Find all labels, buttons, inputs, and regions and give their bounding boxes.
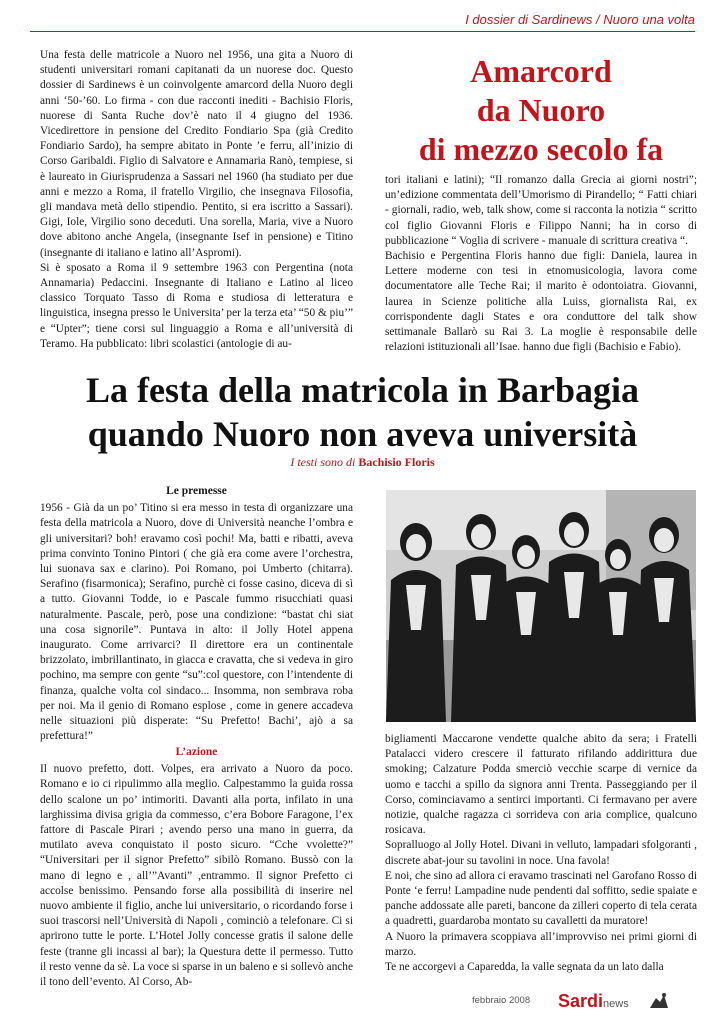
page-header [465, 12, 695, 27]
article-title-line: quando Nuoro non aveva università [87, 414, 638, 454]
intro-paragraph: Si è sposato a Roma il 9 settembre 1963 con Pergentina (nota Annamaria) Pedaccini. Insegnante di Italiano e Latino al liceo classico Torquato Tasso di Roma e studiosa di letteratura e linguistica, insegna presso le Universita’ per la terza eta’ “50 & piu’” e “Upter”; tiene corsi sul linguaggio a Roma e all’università di Teramo. Ha pubblicato: libri scolastici (antologie di au- [40, 261, 353, 350]
article-right-column [385, 732, 697, 975]
issue-date: febbraio 2008 [472, 995, 531, 1006]
byline-author: Bachisio Floris [358, 455, 435, 469]
article-paragraph: A Nuoro la primavera scoppiava all’improvviso nei primi giorni di marzo. [385, 930, 697, 958]
header-subsection: Nuoro una volta [603, 12, 695, 27]
article-title [30, 368, 695, 456]
sardinews-logo [558, 991, 629, 1012]
historical-group-photo [386, 490, 696, 722]
intro-paragraph: tori italiani e latini); “Il romanzo dalla Grecia ai giorni nostri”; un’edizione commentata dell’Umorismo di Pirandello; “ Fatti chiari - giornali, radio, web, talk show, come si racconta la notizia “ scritto col figlio Giovanni Floris e Filippo Nanni; ha in corso di pubblicazione “ Voglia di scrivere - manuale di scrittura creativa “. [385, 174, 697, 247]
intro-paragraph: Una festa delle matricole a Nuoro nel 1956, una gita a Nuoro di studenti universitari romani capitanati da un nuorese doc. Questo dossier di Sardinews è un coinvolgente amarcord della Nuoro degli anni ‘50-’60. Lo firma - con due racconti inediti - Bachisio Floris, nuorese di Santa Ruche dov’è nato il 4 giugno del 1936. Vicedirettore in pensione del Credito Fondiario Spa (già Credito Fondiario Sardo), ha sempre abitato in Ponte ’e ferru, all’inizio di Corso Garibaldi. Figlio di Salvatore e Annamaria Ranò, tempiese, si è laureato in Giurisprudenza a Sassari nel 1960 (ha studiato per due anni e mezzo a Roma, il fratello Virgilio, che insegnava Filosofia, gli mandava metà dello stipendio. Pentito, si era iscritto a Sassari). Gigi, Iole, Virgilio sono deceduti. Una sorella, Maria, vive a Nuoro dove abitono anche Angela, (insegnante Isef in pensione) e Titino (insegnante di italiano e latino all’Aspromi). [40, 49, 353, 259]
section-heading: Le premesse [166, 485, 227, 497]
article-byline [30, 455, 695, 470]
article-paragraph: Il nuovo prefetto, dott. Volpes, era arrivato a Nuoro da poco. Romano e io ci ripulimmo alla meglio. Calpestammo la guida rossa dello scalone un po’ intimoriti. Davanti alla porta, infilato in una larghissima divisa grigia da commesso, c’era Bobore Faragone, l’ex fattore di Pascale Pirari ; avendo perso una mano in guerra, da mutilato aveva conquistato il posto sicuro. “Cche vvolette?” “Universitari per il signor Prefetto” sibilò Romano. Bussò con la mano di legno e , all’”Avanti” ,entrammo. Il signor Prefetto ci accolse benissimo. Pensando forse alla possibilità di inserire nel nuovo ambiente il figlio, anche lui universitario, o ricordando forse i suoi trascorsi nell’Università di Napoli , cominciò a telefonare. Ci si aprirono tutte le porte. L’Hotel Jolly concesse gratis il salone delle feste (tranne gli incassi al bar); la Questura dette il permesso. Tutto il resto venne da sè. La voce si sparse in un baleno e si sollevò anche il tono dell’evento. Al Corso, Ab- [40, 763, 353, 989]
article-paragraph: bigliamenti Maccarone vendette qualche abito da sera; i Fratelli Patalacci videro crescere il fatturato rifilando addirittura due smoking; Calzature Podda smerciò vecchie scarpe di vernice da uomo e tacchi a spillo da signora anni Trenta. Passeggiando per il Corso, cominciavamo a sentirci importanti. Ci fermavano per avere notizie, qualche ragazza ci sorrideva con aria complice, qualcuno rosicava. [385, 733, 697, 837]
intro-right-column [385, 173, 697, 355]
photo-illustration [386, 490, 696, 722]
article-paragraph: Sopralluogo al Jolly Hotel. Divani in velluto, lampadari sfolgoranti , discrete abat-jour su tavolini in noce. Una favola! [385, 839, 697, 867]
azione-section [40, 745, 353, 990]
intro-paragraph: Bachisio e Pergentina Floris hanno due figli: Daniela, laurea in Lettere moderne con tesi in etnomusicologia, lavora come documentatore alle Teche Rai; il marito è odontoiatra. Giovanni, laurea in Scienze politiche alla Luiss, giornalista Rai, ex corrispondente dagli States e ora conduttore del talk show settimanale Ballarò su Rai 3. La moglie è responsabile delle relazioni istituzionali all’Isae. hanno due figli (Bachisio e Fabio). [385, 250, 697, 354]
amarcord-title-line: di mezzo secolo fa [418, 131, 664, 167]
article-title-line: La festa della matricola in Barbagia [86, 370, 639, 410]
intro-left-column [40, 48, 353, 352]
logo-main: Sardi [558, 991, 604, 1011]
header-rule [30, 31, 695, 32]
article-paragraph: Te ne accorgevi a Caparedda, la valle segnata da un lato dalla [385, 961, 664, 974]
amarcord-title-line: da Nuoro [476, 92, 606, 128]
premesse-section [40, 484, 353, 744]
header-separator: / [592, 12, 604, 27]
section-heading: L’azione [175, 746, 218, 758]
amarcord-title-line: Amarcord [470, 53, 612, 89]
article-paragraph: 1956 - Già da un po’ Titino si era messo in testa di organizzare una festa della matricola a Nuoro, dove di Università neanche l’ombra e gli universitari? boh! eravamo così pochi! Ma, batti e ribatti, aveva prima convinto Tonino Pintori ( che già era come avere l’orchestra, lui suonava sax e clarino). Poi Romano, poi Umberto (chitarra). Serafino (fisarmonica); Serafino, purchè ci fosse casino, diceva di sì a tutto. Giovanni Todde, io e Pascale fummo risucchiati quasi naturalmente. Pascale, però, pose una condizione: “bastat chi siat una cosa signorile”. Puntava in alto: il Jolly Hotel appena inaugurato. Come arrivarci? Il direttore era un continentale brizzolato, imbrillantinato, in giacca e cravatta, che si vedeva in giro pochino, ma sempre con gente “su”:col questore, con l’intendente di finanza, qualche volta col sindaco... Insomma, non sembrava roba per noi. Ma il genio di Romano esplose , come in genere accadeva nelle situazioni più disperate: “Su Prefetto! Bachi’, ajò a sa prefettura!” [40, 502, 353, 743]
header-section: I dossier di Sardinews [465, 12, 593, 27]
logo-figure-icon [648, 992, 670, 1010]
logo-small: news [603, 998, 629, 1010]
amarcord-title [385, 52, 697, 169]
byline-prefix: I testi sono di [290, 455, 359, 469]
article-paragraph: E noi, che sino ad allora ci eravamo trascinati nel Garofano Rosso di Ponte ‘e ferru! Lampadine nude pendenti dal soffitto, sedie spaiate e panche addossate alle pareti, bancone da zilleri coperto di tela cerata a quadretti, guardaroba montato su cavalletti da muratore! [385, 869, 697, 928]
